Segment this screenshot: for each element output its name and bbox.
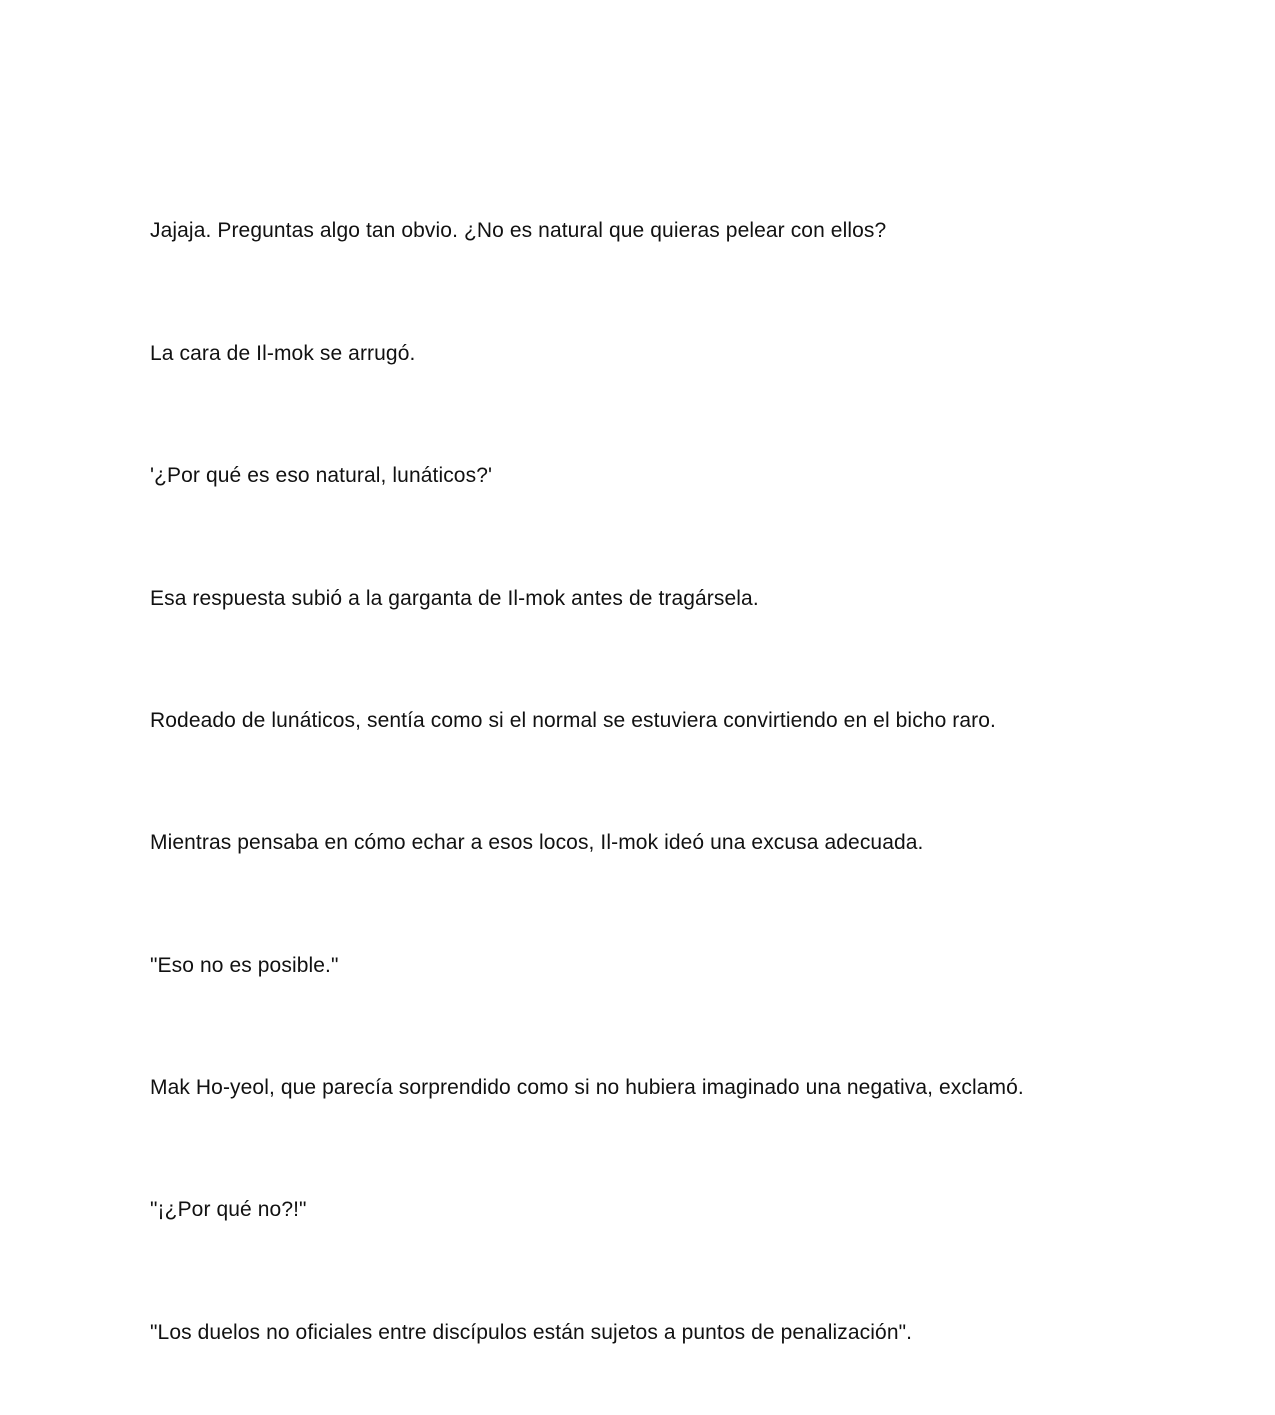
paragraph: '¿Por qué es eso natural, lunáticos?'	[150, 464, 493, 487]
paragraph: "¡¿Por qué no?!"	[150, 1198, 307, 1221]
paragraph: "Eso no es posible."	[150, 954, 339, 977]
paragraph: Mak Ho-yeol, que parecía sorprendido como si no hubiera imaginado una negativa, exclamó.	[150, 1076, 1024, 1099]
paragraph: Jajaja. Preguntas algo tan obvio. ¿No es natural que quieras pelear con ellos?	[150, 219, 887, 242]
paragraph: Mientras pensaba en cómo echar a esos locos, Il-mok ideó una excusa adecuada.	[150, 831, 924, 854]
paragraph: Esa respuesta subió a la garganta de Il-mok antes de tragársela.	[150, 587, 759, 610]
paragraph: La cara de Il-mok se arrugó.	[150, 342, 416, 365]
paragraph: "Los duelos no oficiales entre discípulos están sujetos a puntos de penalización".	[150, 1321, 913, 1344]
paragraph: Rodeado de lunáticos, sentía como si el normal se estuviera convirtiendo en el bicho raro.	[150, 709, 996, 732]
